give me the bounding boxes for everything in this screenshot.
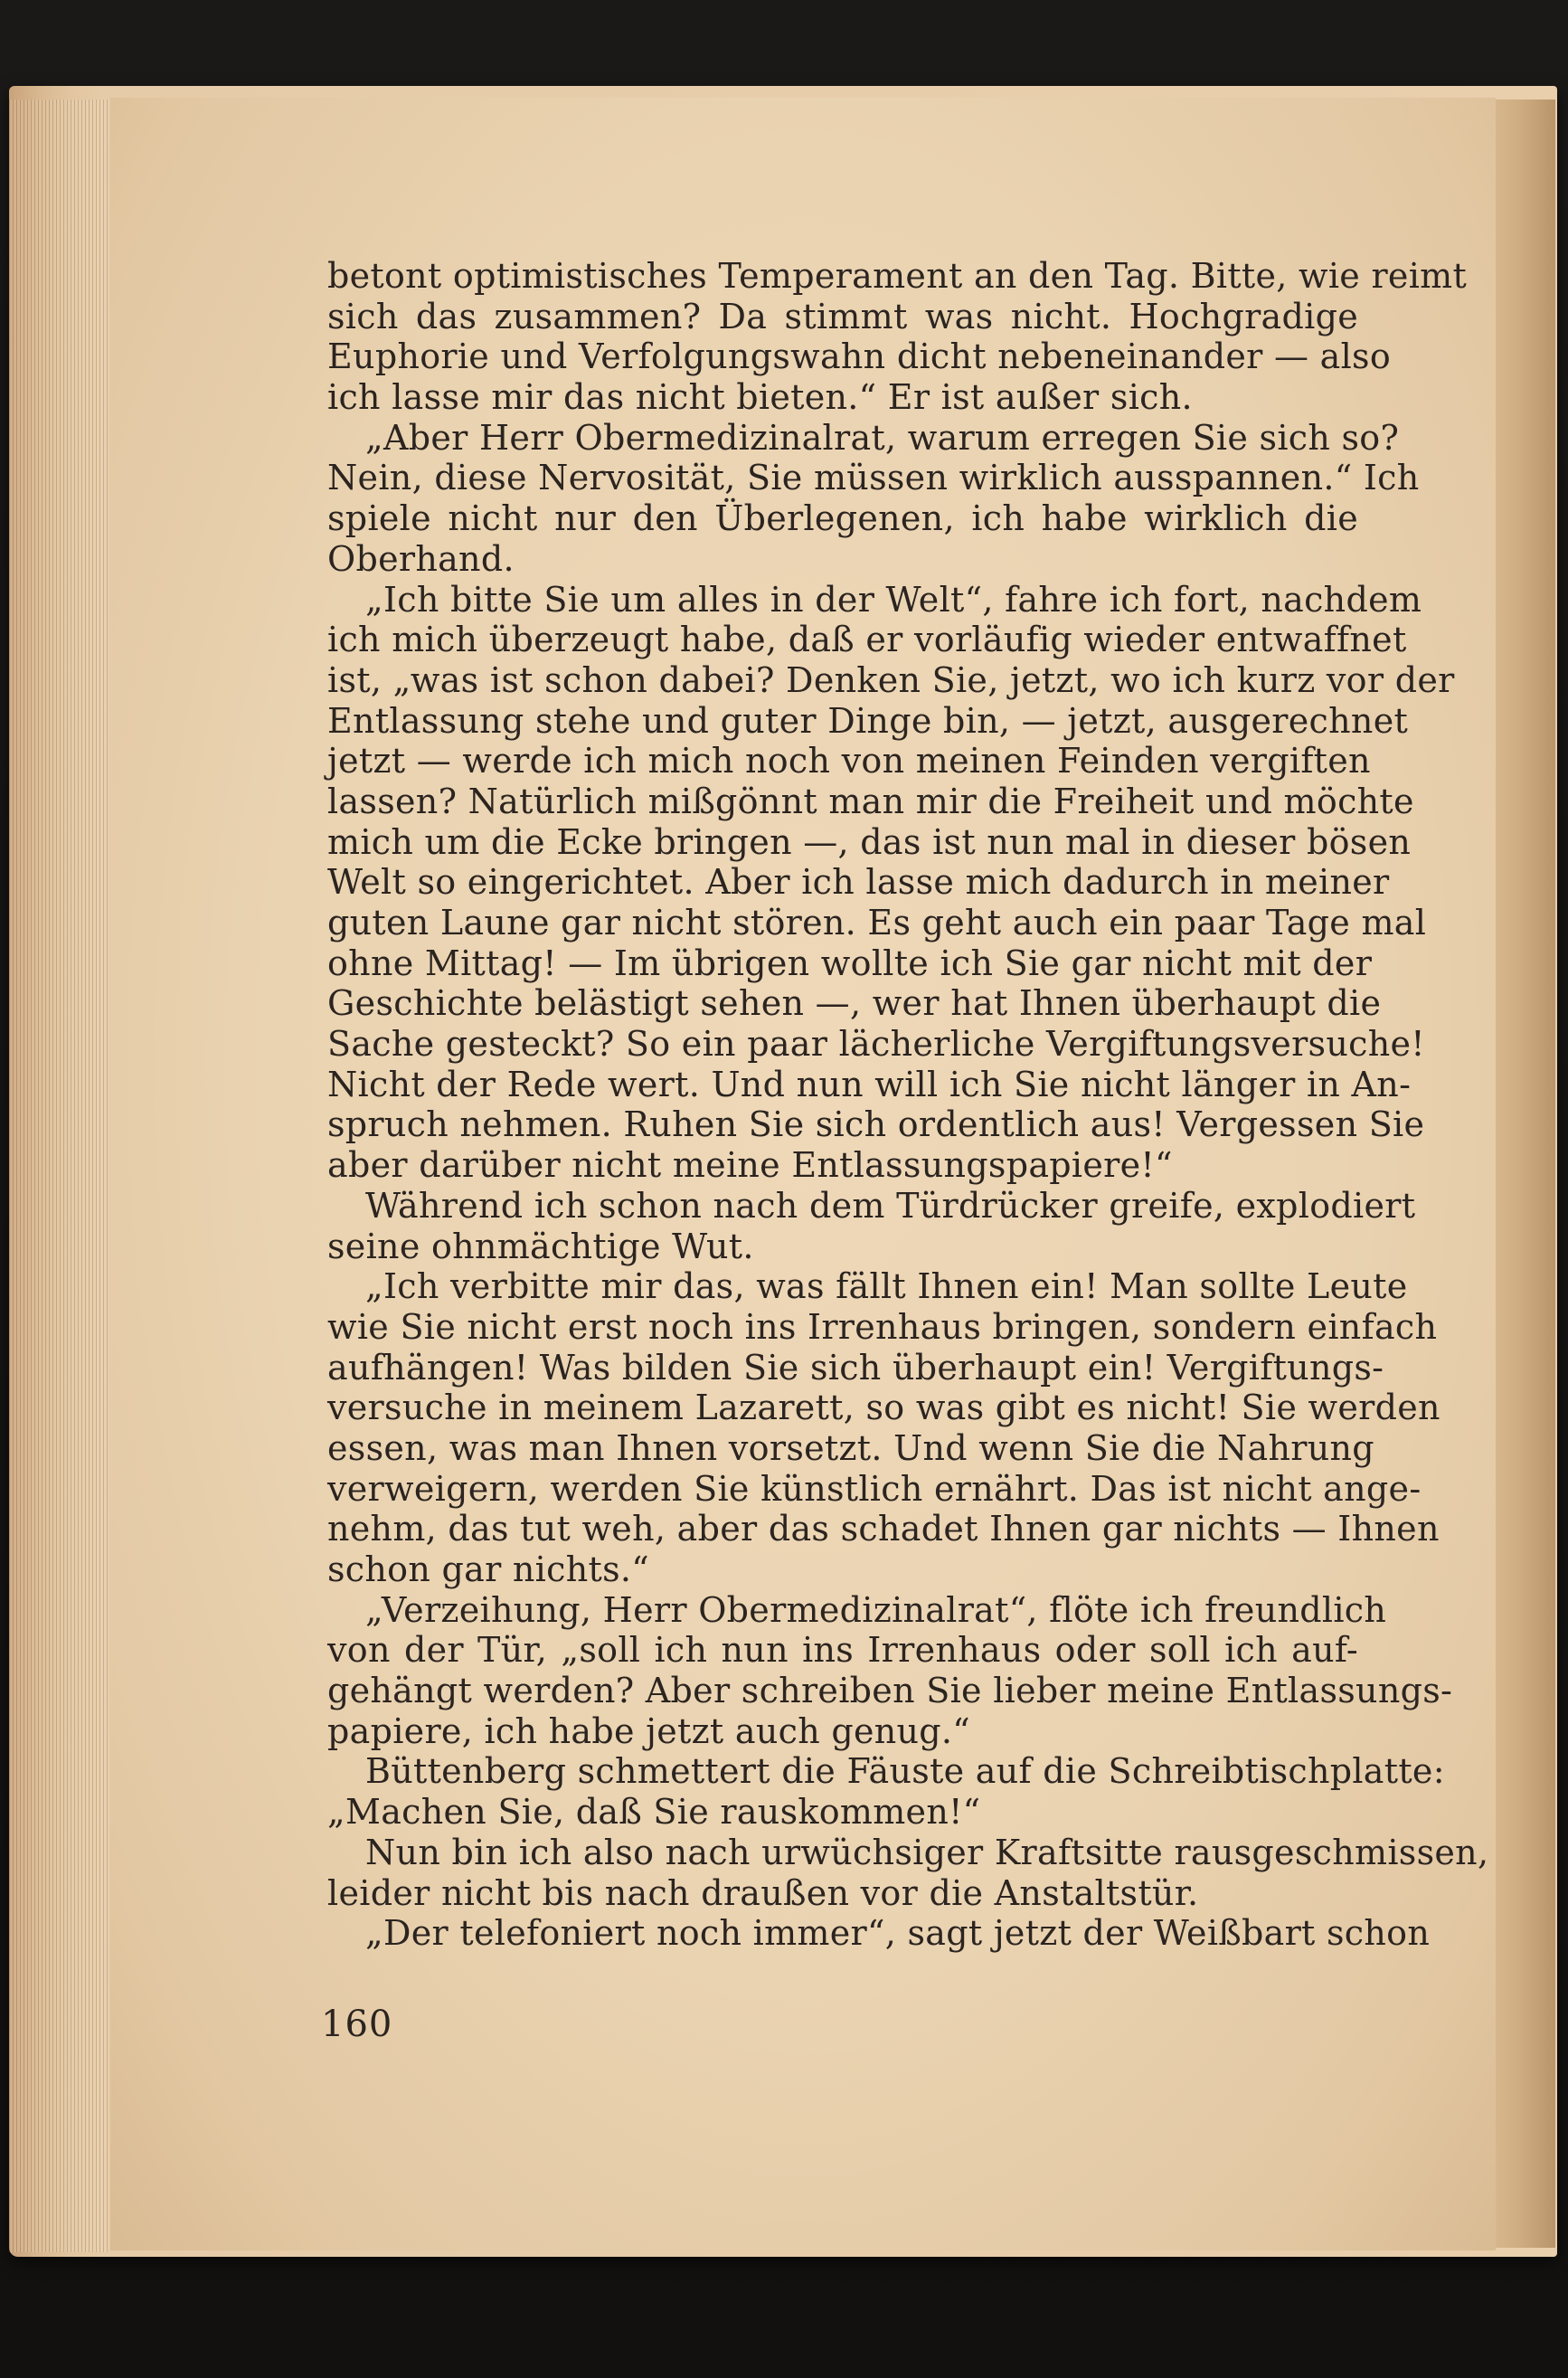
- text-line: aufhängen! Was bilden Sie sich überhaupt ein! Vergiftungs-: [327, 1347, 1384, 1388]
- page-right-edge: [1496, 99, 1555, 2248]
- text-line: aber darüber nicht meine Entlassungspapiere!“: [327, 1145, 1173, 1186]
- page-edges-stack: [9, 99, 109, 2252]
- text-line: Nicht der Rede wert. Und nun will ich Sie nicht länger in An-: [327, 1064, 1412, 1104]
- text-line: Nun bin ich also nach urwüchsiger Kraftsitte rausgeschmissen,: [365, 1832, 1489, 1872]
- text-line: guten Laune gar nicht stören. Es geht auch ein paar Tage mal: [327, 903, 1427, 943]
- text-line: ich lasse mir das nicht bieten.“ Er ist außer sich.: [327, 377, 1193, 418]
- text-line: mich um die Ecke bringen —, das ist nun mal in dieser bösen: [327, 821, 1412, 862]
- text-line: „Der telefoniert noch immer“, sagt jetzt der Weißbart schon: [365, 1913, 1431, 1954]
- text-line: Nein, diese Nervosität, Sie müssen wirklich ausspannen.“ Ich: [327, 458, 1420, 498]
- text-line: essen, was man Ihnen vorsetzt. Und wenn Sie die Nahrung: [327, 1427, 1374, 1468]
- text-line: betont optimistisches Temperament an den Tag. Bitte, wie reimt: [327, 256, 1468, 296]
- text-line: wie Sie nicht erst noch ins Irrenhaus bringen, sondern einfach: [327, 1306, 1438, 1347]
- text-line: ohne Mittag! — Im übrigen wollte ich Sie gar nicht mit der: [327, 943, 1373, 983]
- text-line: verweigern, werden Sie künstlich ernährt. Das ist nicht ange-: [327, 1468, 1422, 1509]
- text-line: lassen? Natürlich mißgönnt man mir die Freiheit und möchte: [327, 781, 1414, 821]
- text-line: Geschichte belästigt sehen —, wer hat Ihnen überhaupt die: [327, 983, 1382, 1024]
- text-line: „Machen Sie, daß Sie rauskommen!“: [327, 1792, 981, 1833]
- text-line: jetzt — werde ich mich noch von meinen Feinden vergiften: [327, 741, 1371, 782]
- text-line: Welt so eingerichtet. Aber ich lasse mich dadurch in meiner: [327, 862, 1390, 903]
- text-line: spruch nehmen. Ruhen Sie sich ordentlich aus! Vergessen Sie: [327, 1104, 1425, 1145]
- text-line: gehängt werden? Aber schreiben Sie lieber meine Entlassungs-: [327, 1671, 1453, 1711]
- text-line: Entlassung stehe und guter Dinge bin, — jetzt, ausgerechnet: [327, 700, 1409, 741]
- text-line: spiele nicht nur den Überlegenen, ich habe wirklich die: [327, 498, 1358, 539]
- text-line: seine ohnmächtige Wut.: [327, 1226, 754, 1266]
- text-line: „Ich bitte Sie um alles in der Welt“, fahre ich fort, nachdem: [365, 579, 1422, 620]
- text-line: „Aber Herr Obermedizinalrat, warum erregen Sie sich so?: [365, 417, 1400, 458]
- text-line: schon gar nichts.“: [327, 1549, 649, 1589]
- text-line: papiere, ich habe jetzt auch genug.“: [327, 1710, 971, 1751]
- text-line: Euphorie und Verfolgungswahn dicht nebeneinander — also: [327, 336, 1392, 377]
- text-line: „Verzeihung, Herr Obermedizinalrat“, flöte ich freundlich: [365, 1589, 1387, 1630]
- text-line: Während ich schon nach dem Türdrücker greife, explodiert: [365, 1185, 1416, 1226]
- text-line: sich das zusammen? Da stimmt was nicht. Hochgradige: [327, 296, 1358, 336]
- text-line: versuche in meinem Lazarett, so was gibt es nicht! Sie werden: [327, 1388, 1440, 1428]
- text-line: von der Tür, „soll ich nun ins Irrenhaus oder soll ich auf-: [327, 1630, 1358, 1671]
- page-number: 160: [321, 2004, 393, 2045]
- text-line: Büttenberg schmettert die Fäuste auf die Schreibtischplatte:: [365, 1751, 1445, 1792]
- text-line: Sache gesteckt? So ein paar lächerliche Vergiftungsversuche!: [327, 1024, 1425, 1065]
- text-line: leider nicht bis nach draußen vor die Anstaltstür.: [327, 1872, 1199, 1913]
- text-line: ist, „was ist schon dabei? Denken Sie, jetzt, wo ich kurz vor der: [327, 659, 1455, 700]
- text-line: Oberhand.: [327, 538, 515, 579]
- text-line: nehm, das tut weh, aber das schadet Ihnen gar nichts — Ihnen: [327, 1509, 1440, 1549]
- text-line: „Ich verbitte mir das, was fällt Ihnen ein! Man sollte Leute: [365, 1266, 1408, 1307]
- text-line: ich mich überzeugt habe, daß er vorläufig wieder entwaffnet: [327, 620, 1407, 660]
- body-text: [327, 256, 1489, 1954]
